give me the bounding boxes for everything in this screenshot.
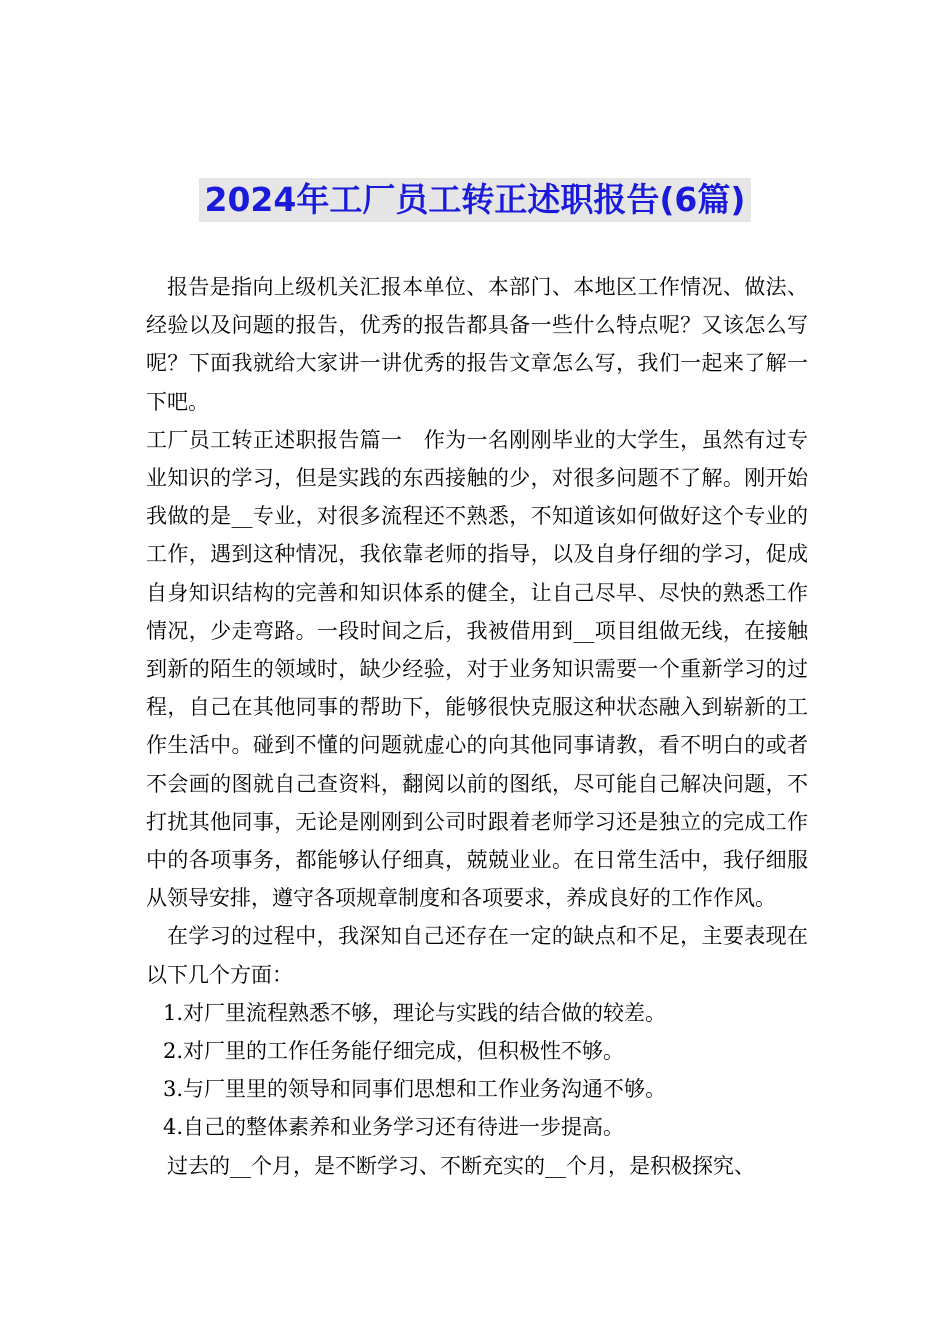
report-paragraph-3: 过去的__个月，是不断学习、不断充实的__个月，是积极探究、 (167, 1153, 755, 1178)
list-item: 3.与厂里里的领导和同事们思想和工作业务沟通不够。 (163, 1077, 667, 1102)
document-body (146, 268, 808, 1185)
report-paragraph-1: 工厂员工转正述职报告篇一 作为一名刚刚毕业的大学生，虽然有过专业知识的学习，但是实践的东西接触的少，对很多问题不了解。刚开始我做的是__专业，对很多流程还不熟悉，不知道该如何做好这个专业的工作，遇到这种情况，我依靠老师的指导，以及自身仔细的学习，促成自身知识结构的完善和知识体系的健全，让自己尽早、尽快的熟悉工作情况，少走弯路。一段时间之后，我被借用到__项目组做无线，在接触到新的陌生的领域时，缺少经验，对于业务知识需要一个重新学习的过程，自己在其他同事的帮助下，能够很快克服这种状态融入到崭新的工作生活中。碰到不懂的问题就虚心的向其他同事请教，看不明白的或者不会画的图就自己查资料，翻阅以前的图纸，尽可能自己解决问题，不打扰其他同事，无论是刚刚到公司时跟着老师学习还是独立的完成工作中的各项事务，都能够认仔细真，兢兢业业。在日常生活中，我仔细服从领导安排，遵守各项规章制度和各项要求，养成良好的工作作风。 (146, 427, 808, 911)
list-item: 4.自己的整体素养和业务学习还有待进一步提高。 (163, 1115, 625, 1140)
report-paragraph-2: 在学习的过程中，我深知自己还存在一定的缺点和不足，主要表现在以下几个方面： (146, 924, 808, 987)
intro-paragraph: 报告是指向上级机关汇报本单位、本部门、本地区工作情况、做法、经验以及问题的报告，优秀的报告都具备一些什么特点呢？又该怎么写呢？下面我就给大家讲一讲优秀的报告文章怎么写，我们一起来了解一下吧。 (146, 275, 808, 414)
document-title: 2024年工厂员工转正述职报告(6篇) (199, 178, 752, 222)
list-item: 1.对厂里流程熟悉不够，理论与实践的结合做的较差。 (163, 1000, 667, 1025)
title-container (0, 178, 950, 222)
list-item: 2.对厂里的工作任务能仔细完成，但积极性不够。 (163, 1039, 625, 1064)
